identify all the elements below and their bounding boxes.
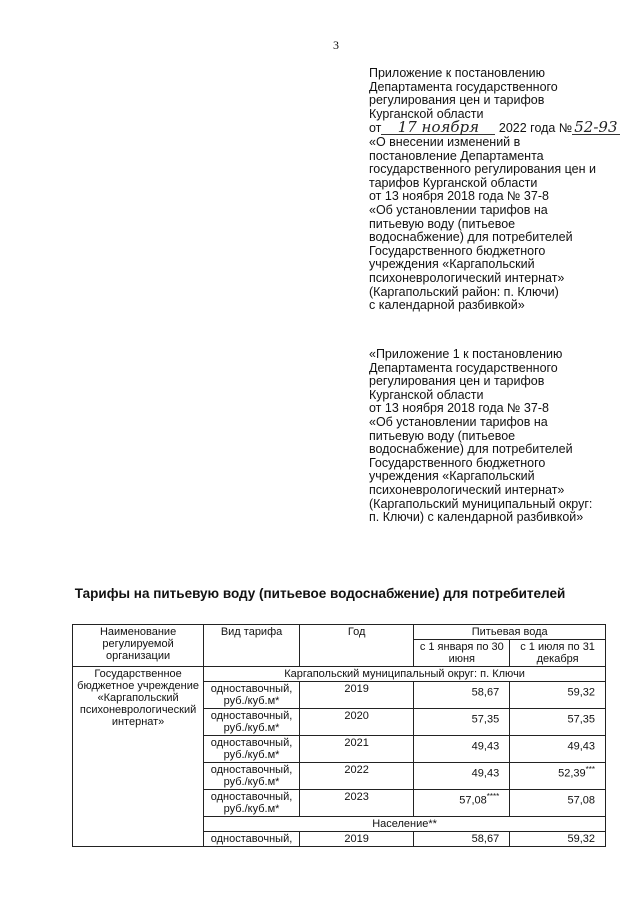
section-label: Каргапольский муниципальный округ: п. Ключи	[204, 667, 606, 682]
header-line: «Об установлении тарифов на	[369, 202, 548, 217]
appendix-header	[369, 67, 631, 313]
appendix-1-line: психоневрологический интернат»	[369, 482, 565, 497]
header-line: Департамента государственного	[369, 79, 558, 94]
header-line: регулирования цен и тарифов	[369, 93, 545, 108]
section-row	[73, 667, 606, 682]
header-year: Год	[299, 625, 414, 667]
header-line: государственного регулирования цен и	[369, 162, 596, 177]
tariff-h1: 57,08****	[414, 790, 510, 817]
page-number: 3	[333, 38, 339, 52]
tariff-year: 2019	[299, 682, 414, 709]
header-line: психоневрологический интернат»	[369, 270, 565, 285]
header-half2: с 1 июля по 31 декабря	[510, 640, 606, 667]
appendix-1-line: Департамента государственного	[369, 360, 558, 375]
tariff-h2: 57,35	[510, 709, 606, 736]
header-line: учреждения «Каргапольский	[369, 257, 535, 272]
tariff-type: одноставочный, руб./куб.м*	[204, 763, 300, 790]
tariff-h1: 57,35	[414, 709, 510, 736]
tariff-h1: 49,43	[414, 763, 510, 790]
document-title: Тарифы на питьевую воду (питьевое водоснабжение) для потребителей	[74, 586, 566, 601]
appendix-1-line: учреждения «Каргапольский	[369, 469, 535, 484]
date-line	[369, 118, 631, 137]
header-line: (Каргапольский район: п. Ключи)	[369, 284, 559, 299]
tariff-h1: 49,43	[414, 736, 510, 763]
header-line: питьевую воду (питьевое	[369, 216, 516, 231]
header-line: водоснабжение) для потребителей	[369, 230, 573, 245]
appendix-1-line: (Каргапольский муниципальный округ:	[369, 496, 593, 511]
appendix-1-line: п. Ключи) с календарной разбивкой»	[369, 510, 584, 525]
tariff-year: 2022	[299, 763, 414, 790]
appendix-1-line: питьевую воду (питьевое	[369, 428, 516, 443]
table-header-row	[73, 625, 606, 640]
header-line: Курганской области	[369, 106, 484, 121]
tariff-h1: 58,67	[414, 832, 510, 847]
tariff-year: 2021	[299, 736, 414, 763]
tariff-year: 2019	[299, 832, 414, 847]
handwritten-date: 17 ноября	[381, 121, 495, 135]
header-half1: с 1 января по 30 июня	[414, 640, 510, 667]
date-prefix: от	[369, 121, 382, 136]
header-line: «О внесении изменений в	[369, 134, 521, 149]
appendix-1-block	[369, 348, 631, 525]
tariff-type: одноставочный, руб./куб.м*	[204, 709, 300, 736]
header-line: от 13 ноября 2018 года № 37-8	[369, 189, 549, 204]
appendix-1-line: от 13 ноября 2018 года № 37-8	[369, 401, 549, 416]
appendix-1-line: «Приложение 1 к постановлению	[369, 347, 563, 361]
tariff-type: одноставочный, руб./куб.м*	[204, 682, 300, 709]
header-line: Приложение к постановлению	[369, 66, 545, 80]
header-line: Государственного бюджетного	[369, 243, 546, 258]
appendix-1-line: Государственного бюджетного	[369, 455, 546, 470]
appendix-1-line: Курганской области	[369, 387, 484, 402]
header-org: Наименование регулируемой организации	[73, 625, 204, 667]
header-type: Вид тарифа	[204, 625, 300, 667]
tariff-h2: 57,08	[510, 790, 606, 817]
tariff-type: одноставочный, руб./куб.м*	[204, 790, 300, 817]
tariff-h2: 59,32	[510, 832, 606, 847]
tariff-year: 2020	[299, 709, 414, 736]
appendix-1-line: регулирования цен и тарифов	[369, 374, 545, 389]
tariff-h2: 52,39***	[510, 763, 606, 790]
organization-cell: Государственное бюджетное учреждение «Каргапольский психоневрологический интернат»	[73, 667, 204, 847]
appendix-1-line: водоснабжение) для потребителей	[369, 442, 573, 457]
tariff-type: одноставочный,	[204, 832, 300, 847]
tariff-h2: 49,43	[510, 736, 606, 763]
header-line: с календарной разбивкой»	[369, 298, 525, 313]
year-text: 2022 года №	[498, 121, 573, 136]
tariffs-table	[72, 624, 606, 847]
appendix-1-line: «Об установлении тарифов на	[369, 414, 548, 429]
tariff-year: 2023	[299, 790, 414, 817]
header-water: Питьевая вода	[414, 625, 606, 640]
tariff-type: одноставочный, руб./куб.м*	[204, 736, 300, 763]
header-line: тарифов Курганской области	[369, 175, 538, 190]
tariff-h2: 59,32	[510, 682, 606, 709]
section-label: Население**	[204, 817, 606, 832]
header-line: постановление Департамента	[369, 148, 544, 163]
handwritten-number: 52-93	[574, 118, 618, 137]
tariff-h1: 58,67	[414, 682, 510, 709]
